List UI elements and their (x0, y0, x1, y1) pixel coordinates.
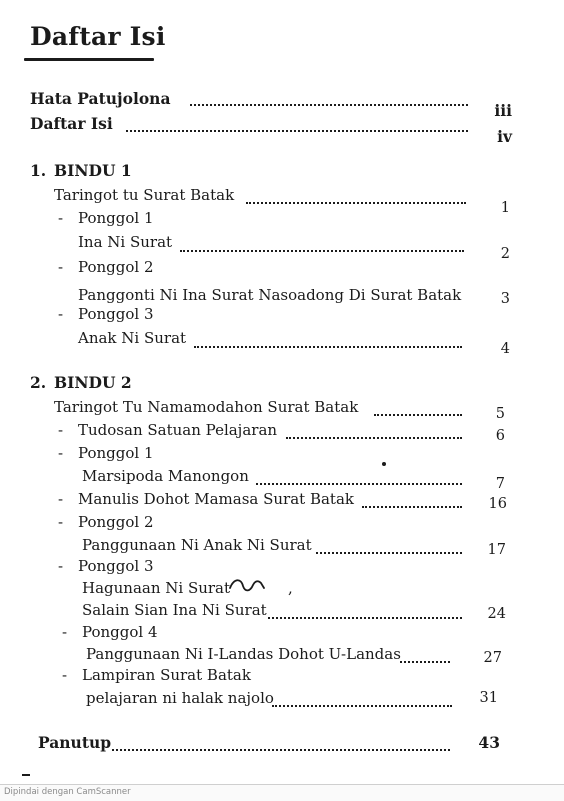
toc-subheading: Ponggol 2 (78, 513, 154, 531)
toc-entry-label: Panggonti Ni Ina Surat Nasoadong Di Surat Batak (78, 286, 462, 304)
toc-page-number: 6 (495, 428, 505, 444)
toc-subheading: Ponggol 2 (78, 258, 154, 276)
dot-leader (272, 705, 452, 707)
toc-entry-label: Salain Sian Ina Ni Surat (82, 601, 267, 619)
list-bullet: - (58, 490, 64, 508)
toc-page-number: 3 (500, 291, 510, 307)
toc-entry-label: pelajaran ni halak najolo (86, 689, 274, 707)
dot-leader (286, 437, 462, 439)
dot-leader (362, 506, 462, 508)
scanner-watermark: Dipindai dengan CamScanner (4, 787, 131, 797)
list-bullet: - (58, 305, 64, 323)
dot-leader (316, 552, 462, 554)
batak-script-glyph-icon (228, 577, 270, 595)
toc-entry-label: Hagunaan Ni Surat (82, 579, 231, 597)
list-bullet: - (62, 666, 68, 684)
toc-page-number: 5 (495, 406, 505, 422)
dot-leader (256, 483, 462, 485)
dot-leader (180, 250, 464, 252)
section-number: 1. (30, 161, 47, 180)
list-bullet: - (58, 258, 64, 276)
section-heading: BINDU 2 (54, 373, 132, 392)
dot-leader (400, 661, 450, 663)
bottom-mark (22, 774, 30, 776)
toc-entry-label: Anak Ni Surat (78, 329, 187, 347)
dot-leader (268, 617, 462, 619)
title-underline (24, 58, 154, 61)
toc-page-number: 16 (488, 496, 507, 512)
toc-page-number: 4 (500, 341, 510, 357)
toc-entry-label: Taringot tu Surat Batak (54, 186, 235, 204)
toc-entry-label: Hata Patujolona (30, 89, 171, 108)
toc-entry-label: Panggunaan Ni I-Landas Dohot U-Landas (86, 645, 401, 663)
section-number: 2. (30, 373, 47, 392)
toc-page-number: 1 (500, 200, 510, 216)
section-heading: BINDU 1 (54, 161, 132, 180)
list-bullet: - (58, 513, 64, 531)
list-bullet: - (58, 209, 64, 227)
toc-page-number: iii (494, 101, 512, 120)
print-speck (382, 462, 386, 466)
toc-page-number: 43 (478, 733, 500, 752)
toc-entry-label: Ina Ni Surat (78, 233, 173, 251)
toc-subheading: Lampiran Surat Batak (82, 666, 251, 684)
toc-subheading: Ponggol 4 (82, 623, 158, 641)
toc-page-number: 17 (487, 542, 506, 558)
list-bullet: - (58, 557, 64, 575)
toc-subheading: Ponggol 3 (78, 305, 154, 323)
page-title: Daftar Isi (30, 22, 166, 51)
toc-entry-label: Daftar Isi (30, 114, 113, 133)
toc-subheading: Ponggol 1 (78, 444, 154, 462)
toc-entry-label: Tudosan Satuan Pelajaran (78, 421, 278, 439)
toc-entry-label: Manulis Dohot Mamasa Surat Batak (78, 490, 354, 508)
dot-leader (194, 346, 462, 348)
toc-page-number: 24 (487, 606, 506, 622)
list-bullet: - (58, 421, 64, 439)
dot-leader (374, 414, 462, 416)
dot-leader (126, 130, 468, 132)
toc-page-number: 2 (500, 246, 510, 262)
toc-subheading: Ponggol 3 (78, 557, 154, 575)
toc-page-number: iv (497, 127, 512, 146)
toc-entry-label: Taringot Tu Namamodahon Surat Batak (54, 398, 359, 416)
glyph-comma: , (288, 579, 293, 597)
dot-leader (112, 749, 450, 751)
toc-entry-label: Panggunaan Ni Anak Ni Surat (82, 536, 312, 554)
toc-subheading: Ponggol 1 (78, 209, 154, 227)
toc-entry-label: Panutup (38, 733, 112, 752)
list-bullet: - (58, 444, 64, 462)
toc-page-number: 27 (483, 650, 502, 666)
dot-leader (246, 202, 466, 204)
dot-leader (190, 104, 468, 106)
toc-entry-label: Marsipoda Manongon (82, 467, 249, 485)
toc-page-number: 7 (495, 476, 505, 492)
toc-page-number: 31 (479, 690, 498, 706)
list-bullet: - (62, 623, 68, 641)
